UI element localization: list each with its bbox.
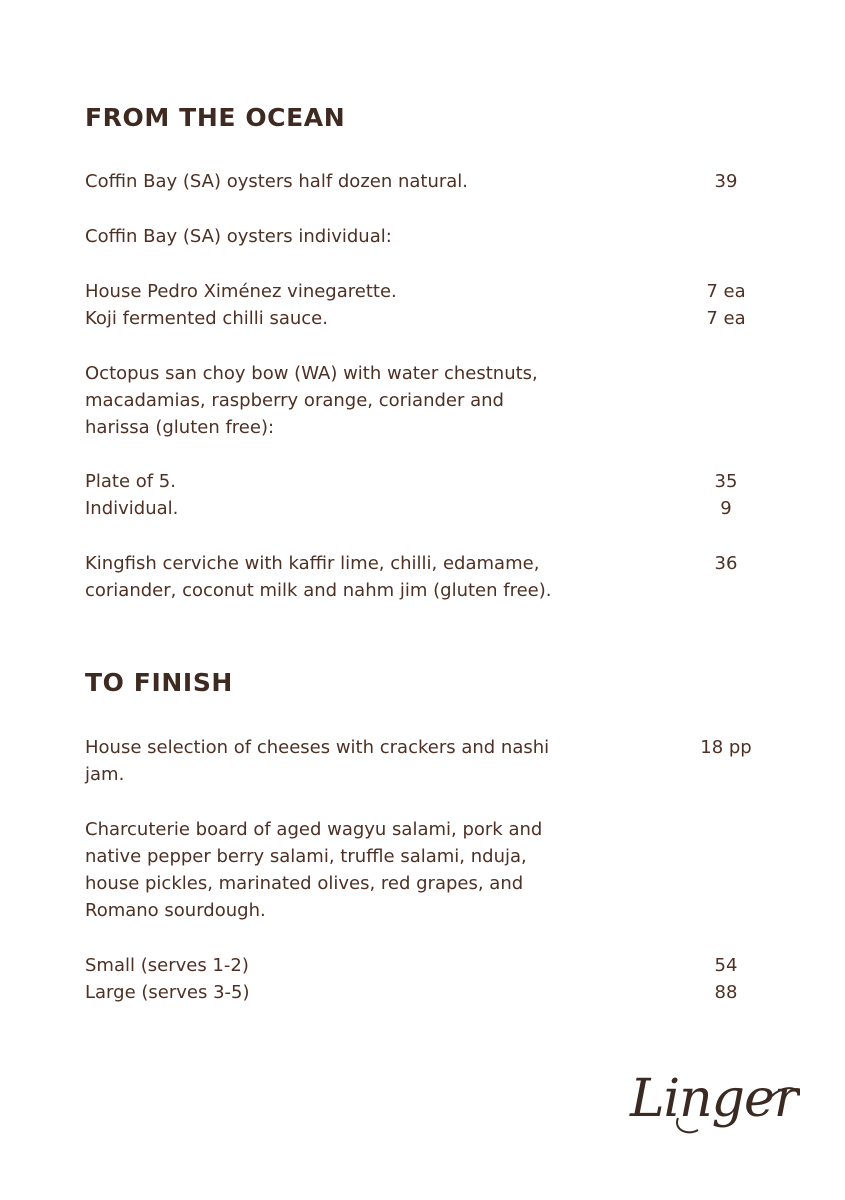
menu-price-koji-chilli: 7 ea bbox=[706, 308, 746, 329]
menu-price-oysters-half-dozen: 39 bbox=[714, 171, 738, 192]
menu-item-charcuterie-line-3: house pickles, marinated olives, red grapes, and bbox=[85, 873, 524, 894]
menu-price-plate-of-5: 35 bbox=[714, 471, 738, 492]
menu-item-charcuterie-line-4: Romano sourdough. bbox=[85, 900, 266, 921]
menu-item-charcuterie-line-2: native pepper berry salami, truffle salami, nduja, bbox=[85, 846, 527, 867]
menu-price-pedro-ximenez: 7 ea bbox=[706, 281, 746, 302]
menu-item-octopus-line-1: Octopus san choy bow (WA) with water chestnuts, bbox=[85, 363, 538, 384]
menu-price-small-board: 54 bbox=[714, 955, 738, 976]
menu-item-octopus-line-2: macadamias, raspberry orange, coriander and bbox=[85, 390, 504, 411]
menu-item-koji-chilli: Koji fermented chilli sauce. bbox=[85, 308, 328, 329]
menu-item-oysters-half-dozen: Coffin Bay (SA) oysters half dozen natural. bbox=[85, 171, 469, 192]
menu-item-small-board: Small (serves 1-2) bbox=[85, 955, 249, 976]
menu-item-oysters-individual: Coffin Bay (SA) oysters individual: bbox=[85, 226, 392, 247]
menu-price-large-board: 88 bbox=[714, 982, 738, 1003]
menu-item-kingfish-line-1: Kingfish cerviche with kaffir lime, chilli, edamame, bbox=[85, 553, 540, 574]
menu-item-pedro-ximenez: House Pedro Ximénez vinegarette. bbox=[85, 281, 397, 302]
section-heading-to-finish: TO FINISH bbox=[85, 668, 233, 697]
menu-item-octopus-line-3: harissa (gluten free): bbox=[85, 417, 275, 438]
menu-item-individual: Individual. bbox=[85, 498, 179, 519]
menu-item-cheeses-line-1: House selection of cheeses with crackers and nashi bbox=[85, 737, 550, 758]
linger-logo bbox=[628, 1060, 800, 1140]
logo-wordmark: Linger bbox=[630, 1069, 798, 1129]
menu-item-kingfish-line-2: coriander, coconut milk and nahm jim (gluten free). bbox=[85, 580, 552, 601]
menu-item-cheeses-line-2: jam. bbox=[85, 764, 125, 785]
menu-item-large-board: Large (serves 3-5) bbox=[85, 982, 250, 1003]
section-heading-from-the-ocean: FROM THE OCEAN bbox=[85, 103, 346, 132]
menu-price-cheeses: 18 pp bbox=[700, 737, 752, 758]
menu-price-individual: 9 bbox=[720, 498, 732, 519]
menu-price-kingfish: 36 bbox=[714, 553, 738, 574]
menu-item-plate-of-5: Plate of 5. bbox=[85, 471, 176, 492]
menu-item-charcuterie-line-1: Charcuterie board of aged wagyu salami, pork and bbox=[85, 819, 543, 840]
